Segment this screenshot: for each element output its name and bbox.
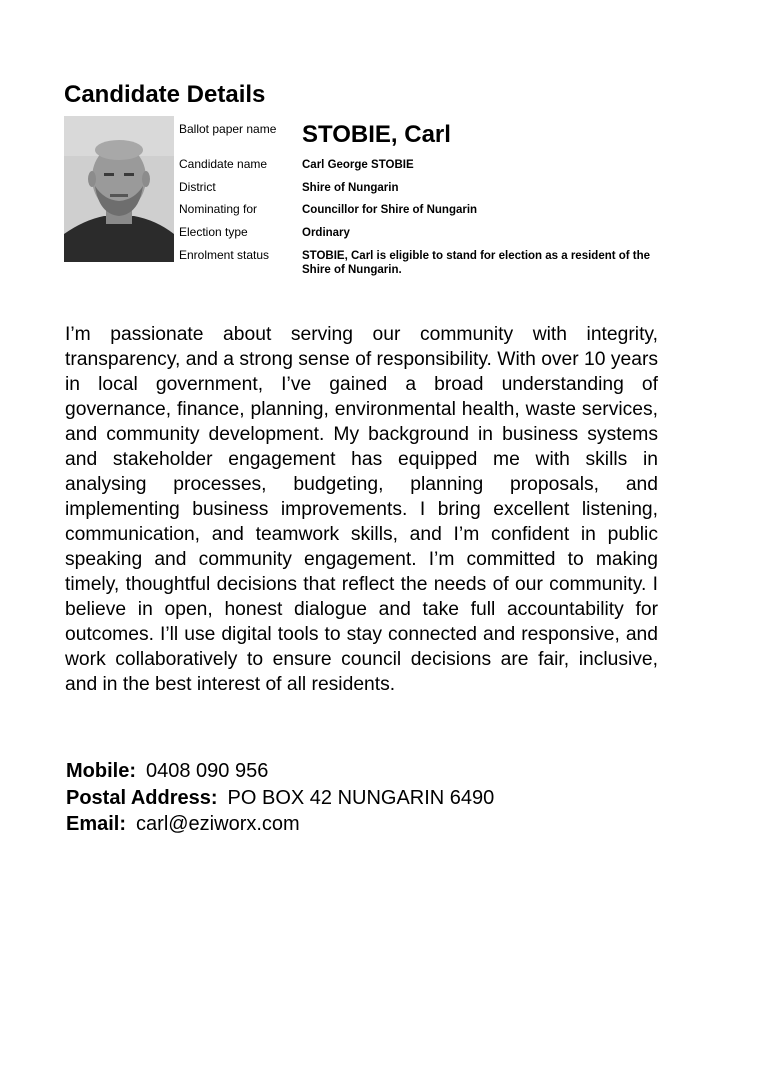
district-value: Shire of Nungarin bbox=[302, 182, 399, 194]
candidate-name-label: Candidate name bbox=[179, 157, 268, 171]
election-type-value: Ordinary bbox=[302, 227, 350, 239]
page-title: Candidate Details bbox=[64, 81, 266, 108]
ballot-paper-label: Ballot paper name bbox=[179, 122, 277, 136]
postal-address-label: Postal Address: bbox=[66, 786, 218, 809]
candidate-portrait-image bbox=[64, 116, 174, 262]
enrolment-status-value: STOBIE, Carl is eligible to stand for election as a resident of the Shire of Nungarin. bbox=[302, 250, 651, 276]
candidate-statement: I’m passionate about serving our community with integrity, transparency, and a strong sense of responsibility. With over 10 years in local government, I’ve gained a broad understanding of governance, finance, planning, environmental health, waste services, and community development. My background in business systems and stakeholder engagement has equipped me with skills in analysing processes, budgeting, planning proposals, and implementing business improvements. I bring excellent listening, communication, and teamwork skills, and I’m confident in public speaking and community engagement. I’m committed to making timely, thoughtful decisions that reflect the needs of our community. I believe in open, honest dialogue and take full accountability for outcomes. I’ll use digital tools to stay connected and responsive, and work collaboratively to ensure council decisions are fair, inclusive, and in the best interest of all residents. bbox=[65, 324, 659, 695]
candidate-name-value: Carl George STOBIE bbox=[302, 159, 414, 171]
candidate-photo bbox=[64, 116, 174, 262]
ballot-paper-name: STOBIE, Carl bbox=[302, 121, 451, 148]
postal-address-line bbox=[66, 785, 494, 812]
nominating-label: Nominating for bbox=[179, 202, 258, 216]
district-label: District bbox=[179, 180, 216, 194]
postal-address-value: PO BOX 42 NUNGARIN 6490 bbox=[227, 786, 495, 809]
email-value: carl@eziworx.com bbox=[136, 813, 300, 835]
email-label: Email: bbox=[66, 813, 127, 835]
enrolment-status-label: Enrolment status bbox=[179, 248, 270, 262]
contact-details bbox=[66, 758, 494, 838]
mobile-value: 0408 090 956 bbox=[146, 760, 269, 782]
email-line bbox=[66, 811, 494, 838]
nominating-value: Councillor for Shire of Nungarin bbox=[302, 204, 478, 216]
mobile-label: Mobile: bbox=[66, 760, 136, 782]
mobile-line bbox=[66, 758, 494, 785]
election-type-label: Election type bbox=[179, 225, 248, 239]
